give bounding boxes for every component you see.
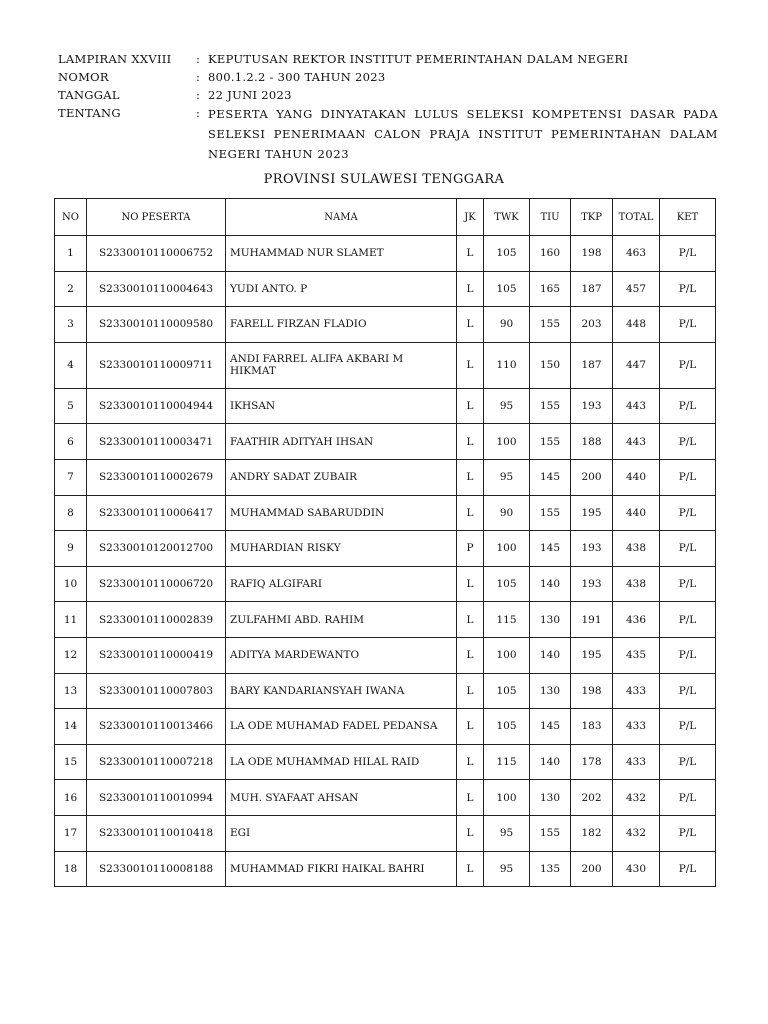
cell-tiu: 155 bbox=[530, 815, 571, 851]
cell-peserta: S2330010110007218 bbox=[87, 744, 226, 780]
cell-tkp: 193 bbox=[571, 388, 613, 424]
header-ket: KET bbox=[660, 199, 716, 236]
cell-tiu: 155 bbox=[530, 388, 571, 424]
cell-no: 14 bbox=[55, 709, 87, 745]
cell-no: 3 bbox=[55, 307, 87, 343]
cell-tiu: 130 bbox=[530, 602, 571, 638]
cell-no: 10 bbox=[55, 566, 87, 602]
cell-nama: MUHAMMAD NUR SLAMET bbox=[226, 236, 457, 272]
cell-peserta: S2330010110002839 bbox=[87, 602, 226, 638]
nomor-label: NOMOR bbox=[58, 70, 109, 84]
cell-jk: L bbox=[457, 602, 484, 638]
cell-tkp: 195 bbox=[571, 495, 613, 531]
cell-jk: L bbox=[457, 673, 484, 709]
cell-jk: L bbox=[457, 388, 484, 424]
cell-twk: 105 bbox=[484, 566, 530, 602]
cell-total: 433 bbox=[613, 709, 660, 745]
cell-total: 443 bbox=[613, 424, 660, 460]
cell-no: 2 bbox=[55, 271, 87, 307]
cell-ket: P/L bbox=[660, 307, 716, 343]
cell-nama: FAATHIR ADITYAH IHSAN bbox=[226, 424, 457, 460]
header-nama: NAMA bbox=[226, 199, 457, 236]
cell-total: 430 bbox=[613, 851, 660, 887]
cell-total: 463 bbox=[613, 236, 660, 272]
cell-peserta: S2330010110006720 bbox=[87, 566, 226, 602]
cell-tkp: 198 bbox=[571, 673, 613, 709]
cell-total: 438 bbox=[613, 566, 660, 602]
cell-ket: P/L bbox=[660, 236, 716, 272]
cell-total: 435 bbox=[613, 637, 660, 673]
cell-twk: 100 bbox=[484, 424, 530, 460]
cell-jk: L bbox=[457, 307, 484, 343]
cell-tkp: 193 bbox=[571, 566, 613, 602]
cell-total: 440 bbox=[613, 459, 660, 495]
cell-tiu: 145 bbox=[530, 459, 571, 495]
cell-total: 438 bbox=[613, 531, 660, 567]
cell-no: 7 bbox=[55, 459, 87, 495]
table-row bbox=[55, 388, 716, 424]
table-row bbox=[55, 637, 716, 673]
table-row bbox=[55, 815, 716, 851]
cell-total: 433 bbox=[613, 673, 660, 709]
cell-tkp: 200 bbox=[571, 459, 613, 495]
cell-tiu: 155 bbox=[530, 307, 571, 343]
lampiran-row bbox=[58, 50, 718, 68]
cell-ket: P/L bbox=[660, 495, 716, 531]
cell-twk: 110 bbox=[484, 342, 530, 388]
cell-tiu: 130 bbox=[530, 673, 571, 709]
cell-ket: P/L bbox=[660, 342, 716, 388]
cell-peserta: S2330010110009580 bbox=[87, 307, 226, 343]
cell-twk: 105 bbox=[484, 673, 530, 709]
cell-total: 443 bbox=[613, 388, 660, 424]
tentang-label: TENTANG bbox=[58, 106, 121, 120]
cell-jk: L bbox=[457, 744, 484, 780]
cell-tiu: 145 bbox=[530, 709, 571, 745]
cell-total: 432 bbox=[613, 780, 660, 816]
cell-no: 12 bbox=[55, 637, 87, 673]
cell-tiu: 155 bbox=[530, 424, 571, 460]
cell-peserta: S2330010110004944 bbox=[87, 388, 226, 424]
lampiran-label: LAMPIRAN XXVIII bbox=[58, 52, 172, 66]
cell-tkp: 191 bbox=[571, 602, 613, 638]
cell-nama: BARY KANDARIANSYAH IWANA bbox=[226, 673, 457, 709]
cell-tkp: 182 bbox=[571, 815, 613, 851]
cell-peserta: S2330010110000419 bbox=[87, 637, 226, 673]
cell-peserta: S2330010120012700 bbox=[87, 531, 226, 567]
cell-twk: 115 bbox=[484, 602, 530, 638]
table-row bbox=[55, 495, 716, 531]
cell-jk: L bbox=[457, 342, 484, 388]
cell-no: 4 bbox=[55, 342, 87, 388]
cell-tiu: 130 bbox=[530, 780, 571, 816]
cell-twk: 95 bbox=[484, 815, 530, 851]
table-row bbox=[55, 602, 716, 638]
table-row bbox=[55, 780, 716, 816]
cell-ket: P/L bbox=[660, 637, 716, 673]
cell-peserta: S2330010110006752 bbox=[87, 236, 226, 272]
cell-jk: L bbox=[457, 459, 484, 495]
cell-jk: L bbox=[457, 424, 484, 460]
cell-twk: 100 bbox=[484, 780, 530, 816]
cell-peserta: S2330010110006417 bbox=[87, 495, 226, 531]
cell-ket: P/L bbox=[660, 388, 716, 424]
cell-jk: L bbox=[457, 851, 484, 887]
table-row bbox=[55, 459, 716, 495]
cell-nama: MUH. SYAFAAT AHSAN bbox=[226, 780, 457, 816]
table-header-row bbox=[55, 199, 716, 236]
cell-peserta: S2330010110009711 bbox=[87, 342, 226, 388]
cell-nama: ANDI FARREL ALIFA AKBARI M HIKMAT bbox=[226, 342, 457, 388]
cell-no: 8 bbox=[55, 495, 87, 531]
cell-total: 433 bbox=[613, 744, 660, 780]
cell-jk: L bbox=[457, 815, 484, 851]
cell-tiu: 140 bbox=[530, 744, 571, 780]
cell-no: 18 bbox=[55, 851, 87, 887]
tentang-row bbox=[58, 104, 718, 164]
cell-tkp: 195 bbox=[571, 637, 613, 673]
cell-nama: ZULFAHMI ABD. RAHIM bbox=[226, 602, 457, 638]
cell-tkp: 202 bbox=[571, 780, 613, 816]
table-row bbox=[55, 744, 716, 780]
table-row bbox=[55, 566, 716, 602]
cell-nama: YUDI ANTO. P bbox=[226, 271, 457, 307]
cell-tiu: 150 bbox=[530, 342, 571, 388]
colon: : bbox=[196, 52, 200, 66]
cell-peserta: S2330010110003471 bbox=[87, 424, 226, 460]
header-twk: TWK bbox=[484, 199, 530, 236]
cell-jk: L bbox=[457, 709, 484, 745]
header-tkp: TKP bbox=[571, 199, 613, 236]
cell-ket: P/L bbox=[660, 424, 716, 460]
cell-jk: L bbox=[457, 637, 484, 673]
table-row bbox=[55, 851, 716, 887]
header-no-peserta: NO PESERTA bbox=[87, 199, 226, 236]
cell-twk: 100 bbox=[484, 531, 530, 567]
cell-twk: 105 bbox=[484, 236, 530, 272]
header-total: TOTAL bbox=[613, 199, 660, 236]
table-row bbox=[55, 342, 716, 388]
cell-nama: MUHAMMAD SABARUDDIN bbox=[226, 495, 457, 531]
cell-nama: IKHSAN bbox=[226, 388, 457, 424]
cell-nama: LA ODE MUHAMMAD HILAL RAID bbox=[226, 744, 457, 780]
cell-tkp: 187 bbox=[571, 271, 613, 307]
cell-nama: ANDRY SADAT ZUBAIR bbox=[226, 459, 457, 495]
table-row bbox=[55, 709, 716, 745]
cell-twk: 115 bbox=[484, 744, 530, 780]
cell-tkp: 188 bbox=[571, 424, 613, 460]
cell-tkp: 193 bbox=[571, 531, 613, 567]
table-row bbox=[55, 673, 716, 709]
nomor-row bbox=[58, 68, 718, 86]
cell-total: 440 bbox=[613, 495, 660, 531]
tanggal-row bbox=[58, 86, 718, 104]
cell-jk: L bbox=[457, 566, 484, 602]
results-table bbox=[54, 198, 716, 887]
cell-peserta: S2330010110004643 bbox=[87, 271, 226, 307]
cell-no: 9 bbox=[55, 531, 87, 567]
cell-nama: FARELL FIRZAN FLADIO bbox=[226, 307, 457, 343]
cell-nama: RAFIQ ALGIFARI bbox=[226, 566, 457, 602]
cell-nama: ADITYA MARDEWANTO bbox=[226, 637, 457, 673]
cell-tiu: 165 bbox=[530, 271, 571, 307]
cell-tiu: 145 bbox=[530, 531, 571, 567]
colon: : bbox=[196, 70, 200, 84]
cell-tiu: 160 bbox=[530, 236, 571, 272]
cell-total: 447 bbox=[613, 342, 660, 388]
header-no: NO bbox=[55, 199, 87, 236]
cell-jk: P bbox=[457, 531, 484, 567]
cell-jk: L bbox=[457, 271, 484, 307]
cell-tkp: 203 bbox=[571, 307, 613, 343]
cell-peserta: S2330010110010418 bbox=[87, 815, 226, 851]
tanggal-label: TANGGAL bbox=[58, 88, 120, 102]
cell-ket: P/L bbox=[660, 566, 716, 602]
cell-ket: P/L bbox=[660, 602, 716, 638]
cell-ket: P/L bbox=[660, 744, 716, 780]
cell-total: 436 bbox=[613, 602, 660, 638]
cell-total: 432 bbox=[613, 815, 660, 851]
cell-ket: P/L bbox=[660, 531, 716, 567]
cell-no: 13 bbox=[55, 673, 87, 709]
cell-nama: EGI bbox=[226, 815, 457, 851]
cell-twk: 105 bbox=[484, 709, 530, 745]
tanggal-value: 22 JUNI 2023 bbox=[208, 88, 292, 102]
header-jk: JK bbox=[457, 199, 484, 236]
tentang-value: PESERTA YANG DINYATAKAN LULUS SELEKSI KOMPETENSI DASAR PADA SELEKSI PENERIMAAN CALON PRAJA INSTITUT PEMERINTAHAN DALAM NEGERI TAHUN 2023 bbox=[208, 107, 718, 161]
cell-peserta: S2330010110008188 bbox=[87, 851, 226, 887]
cell-tiu: 135 bbox=[530, 851, 571, 887]
cell-ket: P/L bbox=[660, 459, 716, 495]
cell-tkp: 178 bbox=[571, 744, 613, 780]
nomor-value: 800.1.2.2 - 300 TAHUN 2023 bbox=[208, 70, 386, 84]
cell-nama: LA ODE MUHAMAD FADEL PEDANSA bbox=[226, 709, 457, 745]
cell-twk: 105 bbox=[484, 271, 530, 307]
table-row bbox=[55, 271, 716, 307]
cell-tiu: 140 bbox=[530, 637, 571, 673]
cell-jk: L bbox=[457, 236, 484, 272]
cell-tkp: 187 bbox=[571, 342, 613, 388]
table-row bbox=[55, 531, 716, 567]
cell-total: 457 bbox=[613, 271, 660, 307]
cell-ket: P/L bbox=[660, 815, 716, 851]
lampiran-value: KEPUTUSAN REKTOR INSTITUT PEMERINTAHAN DALAM NEGERI bbox=[208, 52, 629, 66]
cell-peserta: S2330010110010994 bbox=[87, 780, 226, 816]
cell-jk: L bbox=[457, 780, 484, 816]
cell-twk: 90 bbox=[484, 307, 530, 343]
cell-no: 15 bbox=[55, 744, 87, 780]
table-row bbox=[55, 424, 716, 460]
colon: : bbox=[196, 88, 200, 102]
cell-twk: 95 bbox=[484, 388, 530, 424]
cell-tkp: 183 bbox=[571, 709, 613, 745]
cell-tkp: 198 bbox=[571, 236, 613, 272]
cell-twk: 90 bbox=[484, 495, 530, 531]
cell-ket: P/L bbox=[660, 271, 716, 307]
cell-twk: 95 bbox=[484, 851, 530, 887]
colon: : bbox=[196, 106, 200, 120]
cell-jk: L bbox=[457, 495, 484, 531]
cell-no: 6 bbox=[55, 424, 87, 460]
cell-tiu: 140 bbox=[530, 566, 571, 602]
cell-no: 11 bbox=[55, 602, 87, 638]
province-title: PROVINSI SULAWESI TENGGARA bbox=[263, 172, 505, 187]
cell-total: 448 bbox=[613, 307, 660, 343]
cell-no: 5 bbox=[55, 388, 87, 424]
table-row bbox=[55, 236, 716, 272]
cell-nama: MUHARDIAN RISKY bbox=[226, 531, 457, 567]
cell-peserta: S2330010110013466 bbox=[87, 709, 226, 745]
cell-nama: MUHAMMAD FIKRI HAIKAL BAHRI bbox=[226, 851, 457, 887]
cell-tkp: 200 bbox=[571, 851, 613, 887]
table-row bbox=[55, 307, 716, 343]
cell-tiu: 155 bbox=[530, 495, 571, 531]
cell-no: 1 bbox=[55, 236, 87, 272]
cell-twk: 100 bbox=[484, 637, 530, 673]
document-header bbox=[58, 50, 718, 164]
cell-peserta: S2330010110002679 bbox=[87, 459, 226, 495]
cell-ket: P/L bbox=[660, 851, 716, 887]
header-tiu: TIU bbox=[530, 199, 571, 236]
cell-no: 16 bbox=[55, 780, 87, 816]
cell-ket: P/L bbox=[660, 780, 716, 816]
cell-peserta: S2330010110007803 bbox=[87, 673, 226, 709]
cell-twk: 95 bbox=[484, 459, 530, 495]
cell-ket: P/L bbox=[660, 673, 716, 709]
cell-ket: P/L bbox=[660, 709, 716, 745]
cell-no: 17 bbox=[55, 815, 87, 851]
